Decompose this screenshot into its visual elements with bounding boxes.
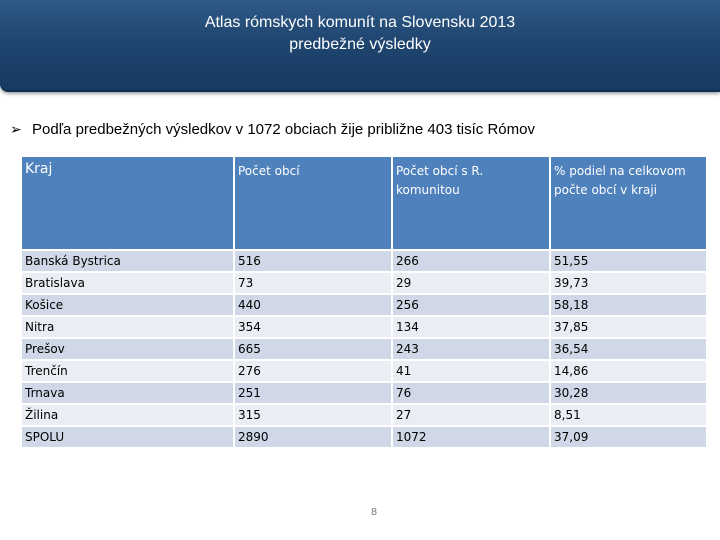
cell-pocet-obci-s-komunitou: 134 (393, 317, 549, 337)
column-header-pocet-obci: Počet obcí (235, 157, 391, 249)
results-table (20, 155, 708, 449)
cell-pocet-obci: 665 (235, 339, 391, 359)
table-row-total (22, 427, 706, 447)
cell-podiel: 51,55 (551, 251, 706, 271)
column-header-pocet-obci-s-komunitou: Počet obcí s R. komunitou (393, 157, 549, 249)
cell-pocet-obci: 2890 (235, 427, 391, 447)
cell-pocet-obci-s-komunitou: 27 (393, 405, 549, 425)
cell-pocet-obci: 354 (235, 317, 391, 337)
cell-pocet-obci-s-komunitou: 256 (393, 295, 549, 315)
cell-pocet-obci-s-komunitou: 76 (393, 383, 549, 403)
cell-pocet-obci-s-komunitou: 1072 (393, 427, 549, 447)
page-number: 8 (370, 507, 378, 518)
table-row (22, 361, 706, 381)
cell-pocet-obci: 315 (235, 405, 391, 425)
cell-pocet-obci-s-komunitou: 266 (393, 251, 549, 271)
table-row (22, 273, 706, 293)
cell-kraj: Trnava (22, 383, 233, 403)
title-banner (0, 0, 720, 92)
cell-kraj: Košice (22, 295, 233, 315)
cell-pocet-obci: 516 (235, 251, 391, 271)
table-row (22, 405, 706, 425)
cell-kraj: SPOLU (22, 427, 233, 447)
cell-kraj: Trenčín (22, 361, 233, 381)
cell-podiel: 58,18 (551, 295, 706, 315)
cell-kraj: Banská Bystrica (22, 251, 233, 271)
bullet-point (10, 121, 710, 138)
table-header-row (22, 157, 706, 249)
table-row (22, 251, 706, 271)
cell-podiel: 37,85 (551, 317, 706, 337)
table-row (22, 339, 706, 359)
cell-pocet-obci-s-komunitou: 243 (393, 339, 549, 359)
cell-pocet-obci: 73 (235, 273, 391, 293)
cell-podiel: 37,09 (551, 427, 706, 447)
table-row (22, 383, 706, 403)
cell-podiel: 36,54 (551, 339, 706, 359)
column-header-kraj: Kraj (22, 157, 233, 249)
cell-pocet-obci-s-komunitou: 29 (393, 273, 549, 293)
cell-podiel: 30,28 (551, 383, 706, 403)
slide-title-line-2: predbežné výsledky (289, 36, 431, 53)
cell-podiel: 8,51 (551, 405, 706, 425)
slide-title-line-1: Atlas rómskych komunít na Slovensku 2013 (204, 14, 516, 31)
arrow-bullet-icon: ➢ (10, 121, 22, 137)
cell-podiel: 14,86 (551, 361, 706, 381)
cell-kraj: Prešov (22, 339, 233, 359)
cell-pocet-obci-s-komunitou: 41 (393, 361, 549, 381)
cell-kraj: Nitra (22, 317, 233, 337)
cell-podiel: 39,73 (551, 273, 706, 293)
column-header-podiel: % podiel na celkovom počte obcí v kraji (551, 157, 706, 249)
slide-title (0, 12, 720, 56)
cell-kraj: Žilina (22, 405, 233, 425)
table-row (22, 295, 706, 315)
cell-pocet-obci: 276 (235, 361, 391, 381)
cell-pocet-obci: 440 (235, 295, 391, 315)
cell-pocet-obci: 251 (235, 383, 391, 403)
bullet-text: Podľa predbežných výsledkov v 1072 obciach žije približne 403 tisíc Rómov (32, 121, 535, 138)
cell-kraj: Bratislava (22, 273, 233, 293)
table-row (22, 317, 706, 337)
